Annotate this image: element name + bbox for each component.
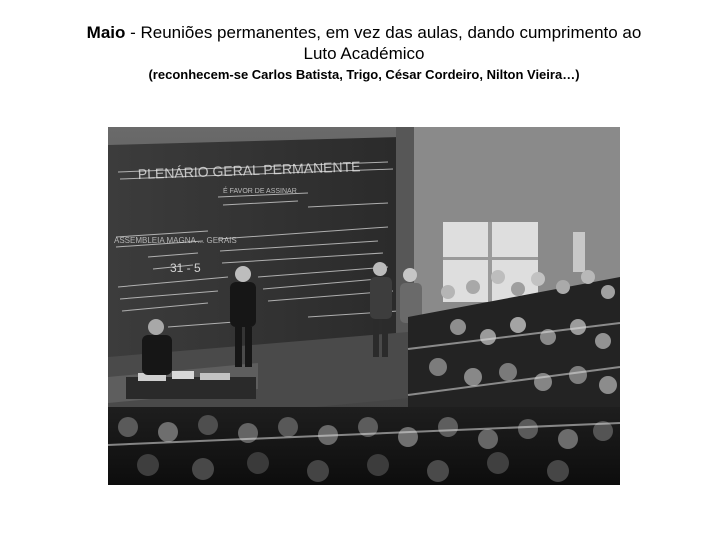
caption-description: - Reuniões permanentes, em vez das aulas, dando cumprimento ao (125, 23, 642, 42)
historical-photo (108, 127, 620, 485)
caption-line-2: Luto Académico (303, 44, 425, 63)
board-heading: PLENÁRIO GERAL PERMANENTE (137, 158, 361, 182)
caption-names: (reconhecem-se Carlos Batista, Trigo, César Cordeiro, Nilton Vieira…) (148, 67, 580, 82)
caption-line-1 (40, 22, 688, 43)
caption-month: Maio (86, 23, 126, 42)
board-subtext: É FAVOR DE ASSINAR (223, 188, 297, 195)
board-left-text: ASSEMBLEIA MAGNA ... GERAIS (114, 236, 237, 245)
slide-caption (40, 22, 688, 84)
photo-illustration (108, 127, 620, 485)
board-number: 31 - 5 (170, 261, 201, 275)
